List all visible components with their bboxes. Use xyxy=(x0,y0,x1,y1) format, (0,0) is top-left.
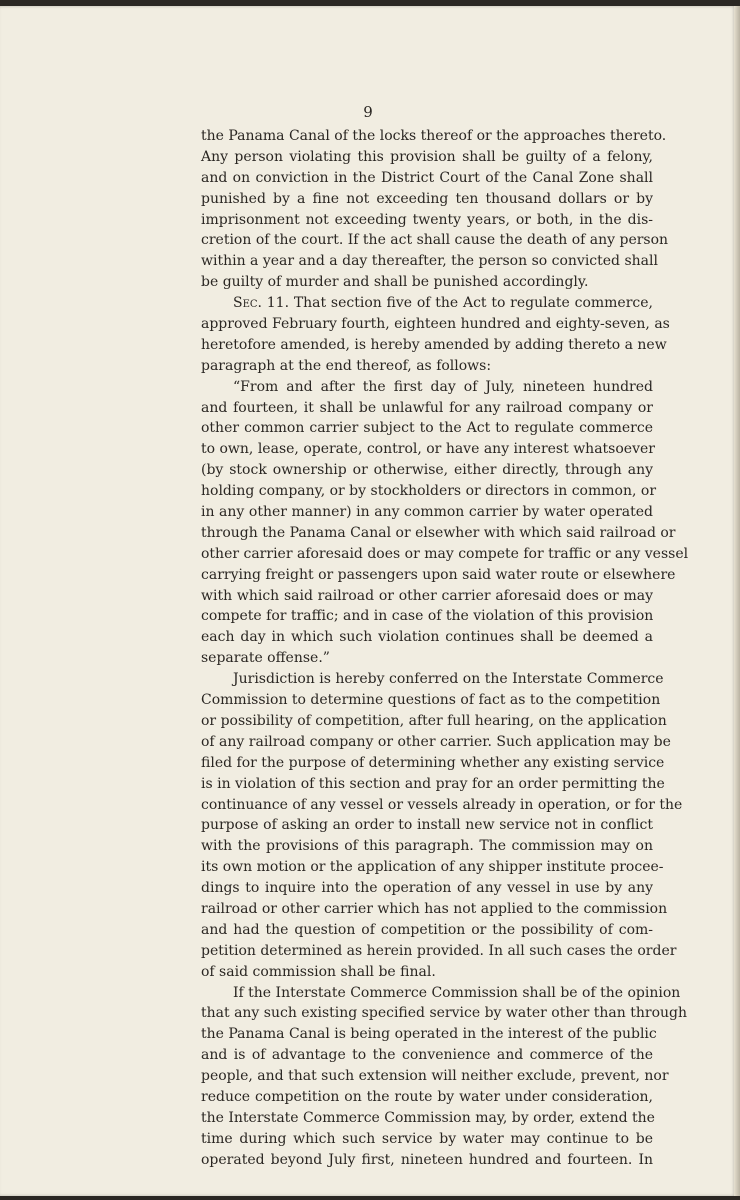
text-line: be guilty of murder and shall be punished accordingly. xyxy=(201,274,589,291)
text-line: separate offense.” xyxy=(201,650,330,667)
text-line: continuance of any vessel or vessels already in operation, or for the xyxy=(201,796,683,813)
text-line: time during which such service by water may continue to be xyxy=(201,1130,653,1147)
text-line: or possibility of competition, after full hearing, on the application xyxy=(201,712,667,729)
text-line: cretion of the court. If the act shall cause the death of any person xyxy=(201,232,669,249)
text-line: the Interstate Commerce Commission may, by order, extend the xyxy=(201,1109,655,1126)
text-line: through the Panama Canal or elsewher with which said railroad or xyxy=(201,524,676,541)
text-line: petition determined as herein provided. In all such cases the order xyxy=(201,942,677,959)
text-line: and fourteen, it shall be unlawful for any railroad company or xyxy=(201,399,653,416)
text-line: other common carrier subject to the Act to regulate commerce xyxy=(201,420,653,437)
text-line: the Panama Canal is being operated in the interest of the public xyxy=(201,1026,657,1043)
page-edge xyxy=(734,6,740,1196)
text-line: of said commission shall be final. xyxy=(201,963,436,980)
text-line: railroad or other carrier which has not applied to the commission xyxy=(201,900,668,917)
text-line: of any railroad company or other carrier. Such application may be xyxy=(201,733,671,750)
text-line: its own motion or the application of any shipper institute procee- xyxy=(201,859,664,876)
text-line: “From and after the first day of July, nineteen hundred xyxy=(233,378,653,395)
text-line: filed for the purpose of determining whether any existing service xyxy=(201,754,665,771)
text-line: carrying freight or passengers upon said water route or elsewhere xyxy=(201,566,676,583)
page-number: 9 xyxy=(363,103,373,121)
text-line: Jurisdiction is hereby conferred on the Interstate Commerce xyxy=(233,671,664,688)
text-line: and is of advantage to the convenience and commerce of the xyxy=(201,1047,653,1064)
section-label: Sec. xyxy=(233,295,262,312)
text-line: other carrier aforesaid does or may compete for traffic or any vessel xyxy=(201,545,689,562)
text-line: compete for traffic; and in case of the violation of this provision xyxy=(201,608,654,625)
text-line: Commission to determine questions of fact as to the competition xyxy=(201,692,661,709)
text-line: holding company, or by stockholders or directors in common, or xyxy=(201,483,657,500)
text-line: reduce competition on the route by water under consideration, xyxy=(201,1088,653,1105)
text-line: operated beyond July first, nineteen hundred and fourteen. In xyxy=(201,1151,653,1168)
text-line: (by stock ownership or otherwise, either directly, through any xyxy=(201,462,653,479)
text-line: the Panama Canal of the locks thereof or the approaches thereto. xyxy=(201,128,667,144)
text-line: If the Interstate Commerce Commission shall be of the opinion xyxy=(233,984,681,1001)
text-line: punished by a fine not exceeding ten thousand dollars or by xyxy=(201,190,653,207)
text-line: imprisonment not exceeding twenty years, or both, in the dis- xyxy=(201,211,653,228)
text-line: to own, lease, operate, control, or have any interest whatsoever xyxy=(201,441,655,458)
text-line: Any person violating this provision shall be guilty of a felony, xyxy=(201,148,653,165)
text-line: each day in which such violation continues shall be deemed a xyxy=(201,629,653,646)
text-line: is in violation of this section and pray for an order permitting the xyxy=(201,775,665,792)
text-line: people, and that such extension will neither exclude, prevent, nor xyxy=(201,1068,669,1085)
text-line: purpose of asking an order to install new service not in conflict xyxy=(201,817,653,834)
text-line: with the provisions of this paragraph. The commission may on xyxy=(201,838,653,855)
text-line: that any such existing specified service by water other than through xyxy=(201,1005,688,1022)
text-line: approved February fourth, eighteen hundred and eighty-seven, as xyxy=(201,316,670,333)
text-line: with which said railroad or other carrier aforesaid does or may xyxy=(201,587,653,604)
text-line: in any other manner) in any common carrier by water operated xyxy=(201,504,653,521)
text-line: and on conviction in the District Court of the Canal Zone shall xyxy=(201,169,653,186)
text-line: and had the question of competition or the possibility of com- xyxy=(201,921,653,938)
text-line: paragraph at the end thereof, as follows: xyxy=(201,357,492,374)
text-line: heretofore amended, is hereby amended by adding thereto a new xyxy=(201,336,667,353)
text-line: within a year and a day thereafter, the person so convicted shall xyxy=(201,253,658,270)
text-line: dings to inquire into the operation of any vessel in use by any xyxy=(201,880,653,897)
section-heading-line: Sec. 11. That section five of the Act to regulate commerce, xyxy=(233,295,653,312)
body-text xyxy=(201,126,689,1171)
